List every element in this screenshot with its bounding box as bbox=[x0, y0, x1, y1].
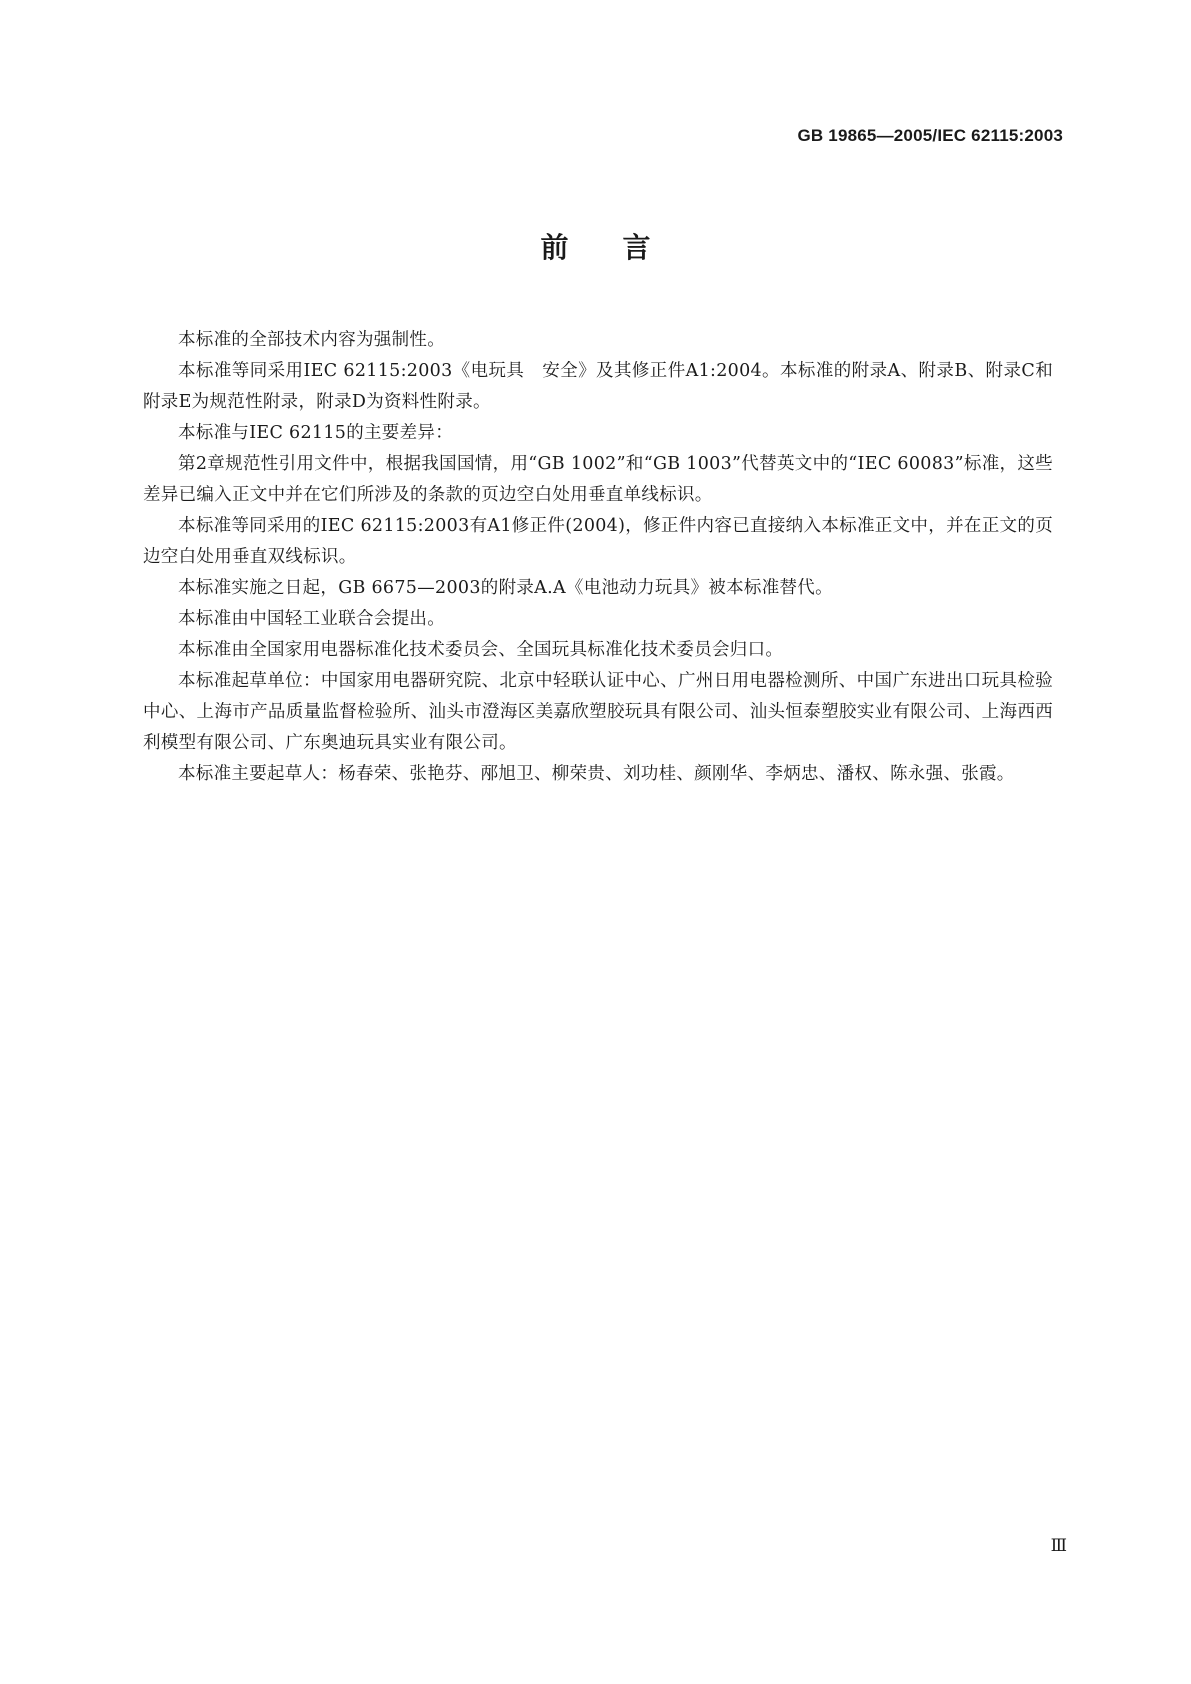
page-title: 前言 bbox=[540, 231, 705, 264]
paragraph-differences-intro: 本标准与IEC 62115的主要差异： bbox=[178, 423, 454, 443]
paragraph-mandatory: 本标准的全部技术内容为强制性。 bbox=[178, 330, 445, 350]
standard-code: GB 19865—2005/IEC 62115:2003 bbox=[797, 126, 1063, 145]
paragraph-drafters: 本标准主要起草人：杨春荣、张艳芬、邴旭卫、柳荣贵、刘功桂、颜刚华、李炳忠、潘权、陈永强、张霞。 bbox=[178, 764, 1015, 784]
paragraph-proposer: 本标准由中国轻工业联合会提出。 bbox=[178, 609, 445, 629]
paragraph-technical-committee: 本标准由全国家用电器标准化技术委员会、全国玩具标准化技术委员会归口。 bbox=[178, 640, 784, 660]
preface-body bbox=[143, 325, 1053, 790]
paragraph-drafting-units: 本标准起草单位：中国家用电器研究院、北京中轻联认证中心、广州日用电器检测所、中国广东进出口玩具检验中心、上海市产品质量监督检验所、汕头市澄海区美嘉欣塑胶玩具有限公司、汕头恒泰塑胶实业有限公司、上海西西利模型有限公司、广东奥迪玩具实业有限公司。 bbox=[143, 671, 1053, 753]
page-number: Ⅲ bbox=[1050, 1536, 1066, 1556]
paragraph-replacement: 本标准实施之日起，GB 6675—2003的附录A.A《电池动力玩具》被本标准替代。 bbox=[178, 578, 833, 598]
paragraph-adoption: 本标准等同采用IEC 62115:2003《电玩具 安全》及其修正件A1:2004。本标准的附录A、附录B、附录C和附录E为规范性附录，附录D为资料性附录。 bbox=[143, 361, 1053, 412]
paragraph-amendment: 本标准等同采用的IEC 62115:2003有A1修正件(2004)，修正件内容已直接纳入本标准正文中，并在正文的页边空白处用垂直双线标识。 bbox=[143, 516, 1053, 567]
paragraph-differences-detail: 第2章规范性引用文件中，根据我国国情，用“GB 1002”和“GB 1003”代替英文中的“IEC 60083”标准，这些差异已编入正文中并在它们所涉及的条款的页边空白处用垂直单线标识。 bbox=[143, 454, 1053, 505]
